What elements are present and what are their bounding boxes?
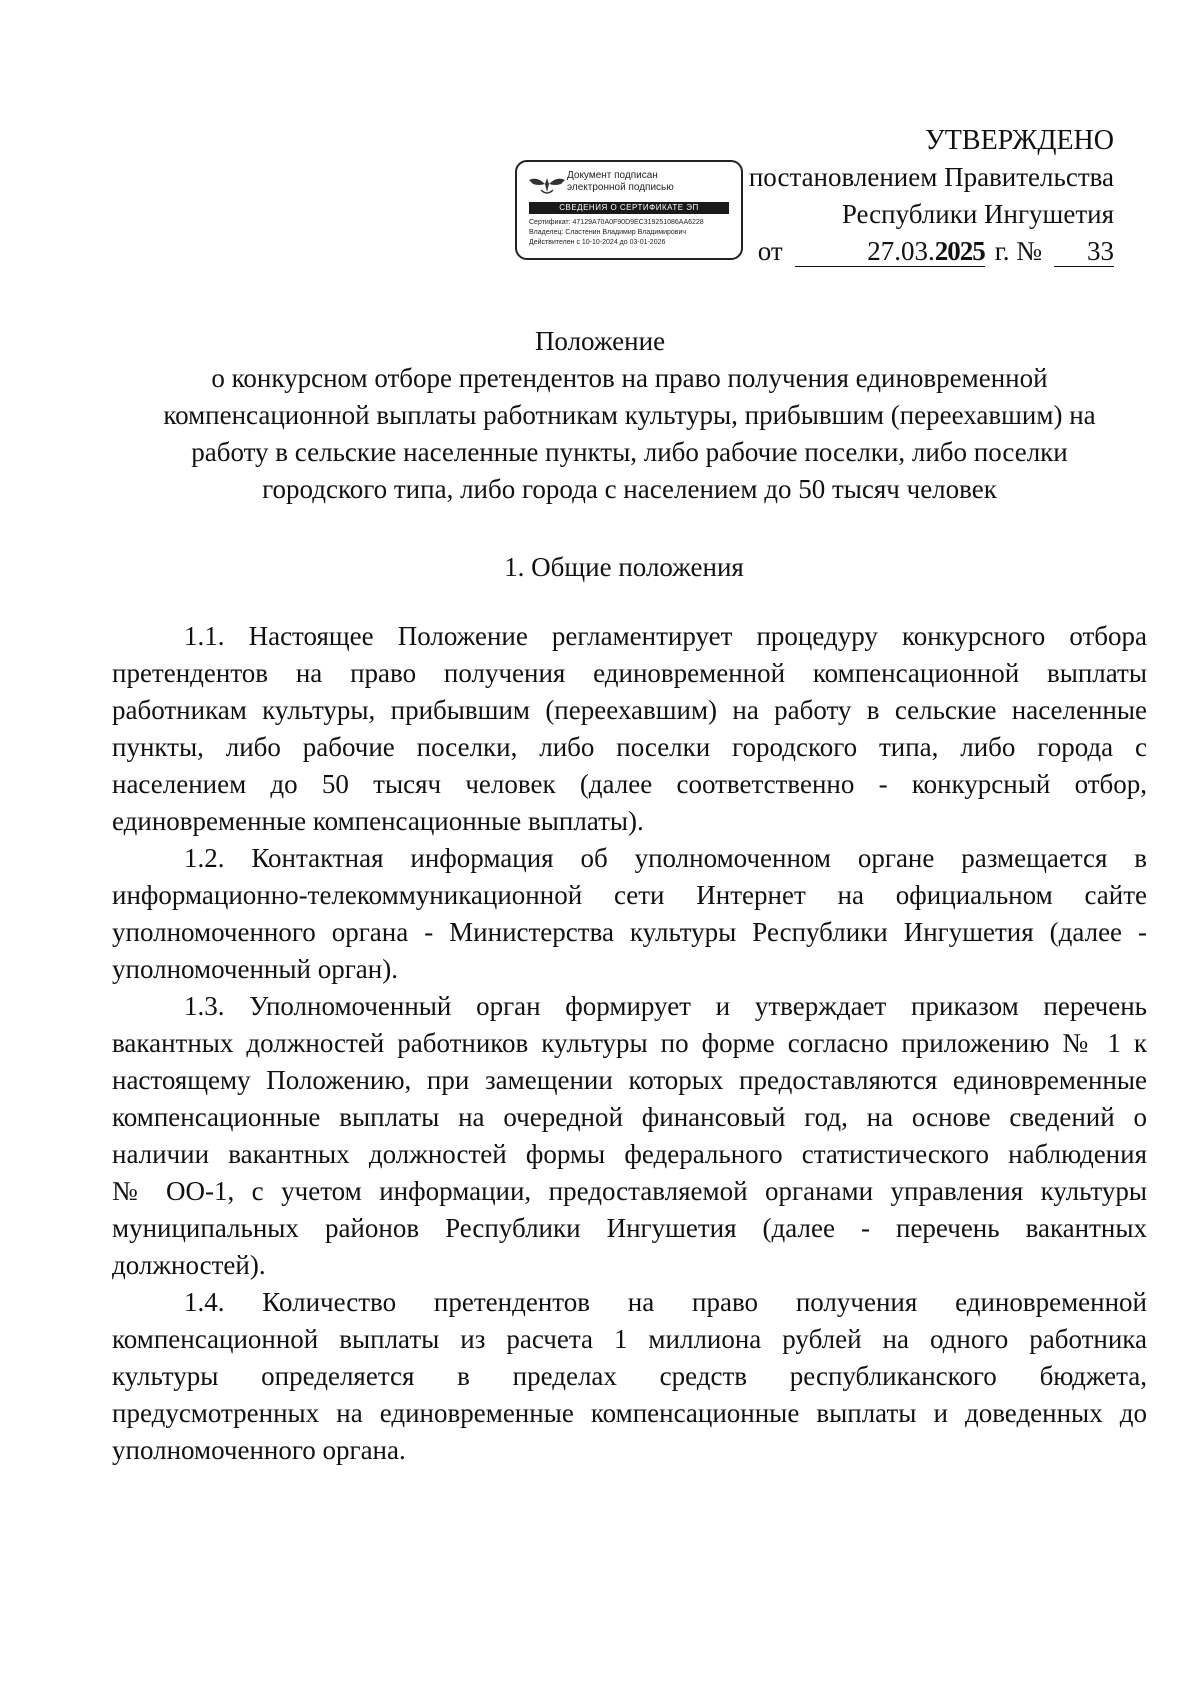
approval-block <box>749 122 1114 270</box>
paragraph-line: пункты, либо рабочие поселки, либо поселки городского типа, либо города с <box>112 732 1147 762</box>
paragraph-line: муниципальных районов Республики Ингушетия (далее - перечень вакантных <box>112 1213 1147 1243</box>
paragraph-line: уполномоченного органа - Министерства культуры Республики Ингушетия (далее - <box>112 917 1147 947</box>
paragraph-line: 1.4. Количество претендентов на право получения единовременной <box>184 1287 1147 1317</box>
paragraph-line: культуры определяется в пределах средств республиканского бюджета, <box>112 1361 1147 1391</box>
approval-line-1: постановлением Правительства <box>748 162 1114 192</box>
date-field <box>795 236 985 267</box>
stamp-valid: Действителен с 10-10-2024 до 03-01-2026 <box>529 239 666 246</box>
paragraph-1-1 <box>112 618 1147 840</box>
paragraph-1-2 <box>112 840 1147 988</box>
approval-title: УТВЕРЖДЕНО <box>924 125 1114 156</box>
subtitle-line: о конкурсном отборе претендентов на право получения единовременной <box>211 363 1048 393</box>
subtitle-line: городского типа, либо города с населением до 50 тысяч человек <box>262 474 997 504</box>
paragraph-line: настоящему Положению, при замещении которых предоставляются единовременные <box>112 1065 1147 1095</box>
emblem-icon <box>527 172 567 198</box>
date-value: 27.03. <box>867 236 935 266</box>
approval-date-row <box>758 233 1114 270</box>
date-prefix: от <box>757 236 783 266</box>
paragraph-1-3 <box>112 988 1147 1284</box>
paragraph-1-4 <box>112 1284 1147 1469</box>
paragraph-line: наличии вакантных должностей формы федерального статистического наблюдения <box>112 1139 1147 1169</box>
paragraph-line: информационно-телекоммуникационной сети Интернет на официальном сайте <box>112 880 1147 910</box>
stamp-heading <box>567 170 674 194</box>
paragraph-line: должностей). <box>112 1250 266 1280</box>
document-subtitle <box>112 360 1147 508</box>
document-title: Положение <box>534 326 666 356</box>
stamp-cert: Сертификат: 47129A70A0F90D9EC319251086AA6228 <box>529 219 704 226</box>
stamp-bar: СВЕДЕНИЯ О СЕРТИФИКАТЕ ЭП <box>529 202 729 214</box>
paragraph-line: уполномоченный орган). <box>112 954 398 984</box>
paragraph-line: уполномоченного органа. <box>112 1435 406 1465</box>
paragraph-line: № ОО-1, с учетом информации, предоставляемой органами управления культуры <box>112 1176 1147 1206</box>
date-year: 2025 <box>934 236 985 266</box>
paragraph-line: 1.2. Контактная информация об уполномоченном органе размещается в <box>184 843 1147 873</box>
stamp-line-1: Документ подписан <box>567 170 658 181</box>
stamp-owner: Владелец: Сластенин Владимир Владимирович <box>529 229 687 236</box>
paragraph-line: населением до 50 тысяч человек (далее соответственно - конкурсный отбор, <box>112 769 1147 799</box>
stamp-line-2: электронной подписью <box>567 182 674 193</box>
paragraph-line: работникам культуры, прибывшим (переехавшим) на работу в сельские населенные <box>112 695 1147 725</box>
paragraph-line: 1.3. Уполномоченный орган формирует и утверждает приказом перечень <box>184 991 1147 1021</box>
stamp-meta <box>529 218 704 248</box>
document-body <box>112 618 1147 1469</box>
paragraph-line: претендентов на право получения единовременной компенсационной выплаты <box>112 658 1147 688</box>
paragraph-line: компенсационной выплаты из расчета 1 миллиона рублей на одного работника <box>112 1324 1147 1354</box>
document-number: 33 <box>1054 236 1114 267</box>
paragraph-line: единовременные компенсационные выплаты). <box>112 806 644 836</box>
paragraph-line: предусмотренных на единовременные компенсационные выплаты и доведенных до <box>112 1398 1147 1428</box>
paragraph-line: вакантных должностей работников культуры по форме согласно приложению № 1 к <box>112 1028 1147 1058</box>
subtitle-line: компенсационной выплаты работникам культуры, прибывшим (переехавшим) на <box>163 400 1096 430</box>
date-suffix: г. № <box>994 236 1042 266</box>
section-heading: 1. Общие положения <box>504 552 744 582</box>
approval-line-2: Республики Ингушетия <box>841 199 1114 229</box>
e-signature-stamp <box>515 160 743 260</box>
paragraph-line: 1.1. Настоящее Положение регламентирует процедуру конкурсного отбора <box>184 621 1147 651</box>
paragraph-line: компенсационные выплаты на очередной финансовый год, на основе сведений о <box>112 1102 1147 1132</box>
subtitle-line: работу в сельские населенные пункты, либо рабочие поселки, либо поселки <box>191 437 1068 467</box>
